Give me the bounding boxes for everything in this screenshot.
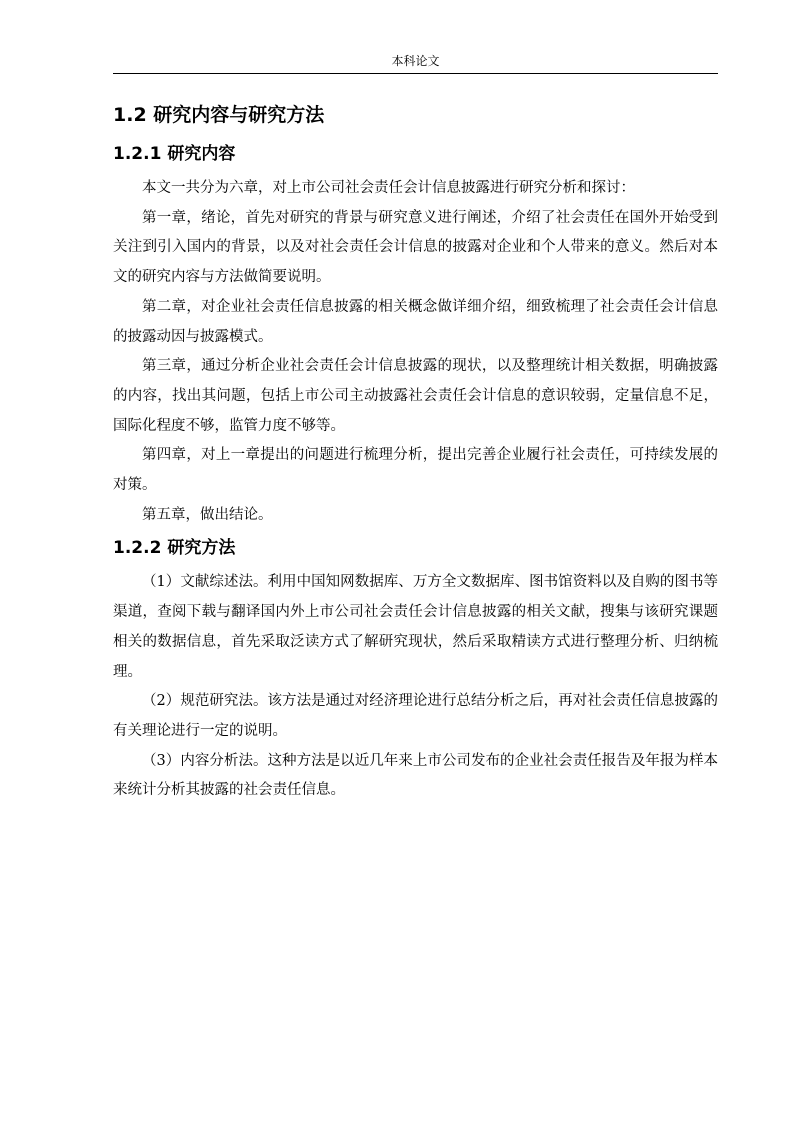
page-content: [113, 100, 718, 806]
paragraph: （3）内容分析法。这种方法是以近几年来上市公司发布的企业社会责任报告及年报为样本来统计分析其披露的社会责任信息。: [113, 752, 718, 799]
paragraph: 第三章，通过分析企业社会责任会计信息披露的现状，以及整理统计相关数据，明确披露的内容，找出其问题，包括上市公司主动披露社会责任会计信息的意识较弱，定量信息不足，国际化程度不够，监管力度不够等。: [113, 358, 718, 434]
header-rule: [113, 73, 718, 74]
paragraph: 本文一共分为六章，对上市公司社会责任会计信息披露进行研究分析和探讨：: [142, 180, 635, 196]
paragraph: 第四章，对上一章提出的问题进行梳理分析，提出完善企业履行社会责任，可持续发展的对策。: [113, 447, 718, 494]
running-header: 本科论文: [391, 54, 440, 68]
subsection-heading-content: 1.2.1 研究内容: [113, 144, 236, 164]
section-heading: 1.2 研究内容与研究方法: [113, 104, 325, 126]
paragraph: （2）规范研究法。该方法是通过对经济理论进行总结分析之后，再对社会责任信息披露的有关理论进行一定的说明。: [113, 693, 718, 739]
paragraph: 第二章，对企业社会责任信息披露的相关概念做详细介绍，细致梳理了社会责任会计信息的披露动因与披露模式。: [113, 298, 718, 345]
paragraph: 第一章，绪论，首先对研究的背景与研究意义进行阐述，介绍了社会责任在国外开始受到关注到引入国内的背景，以及对社会责任会计信息的披露对企业和个人带来的意义。然后对本文的研究内容与方法做简要说明。: [113, 209, 718, 286]
paragraph: 第五章，做出结论。: [142, 506, 273, 523]
paragraph: （1）文献综述法。利用中国知网数据库、万方全文数据库、图书馆资料以及自购的图书等渠道，查阅下载与翻译国内外上市公司社会责任会计信息披露的相关文献，搜集与该研究课题相关的数据信息，首先采取泛读方式了解研究现状，然后采取精读方式进行整理分析、归纳梳理。: [113, 574, 718, 680]
subsection-heading-methods: 1.2.2 研究方法: [113, 538, 236, 559]
